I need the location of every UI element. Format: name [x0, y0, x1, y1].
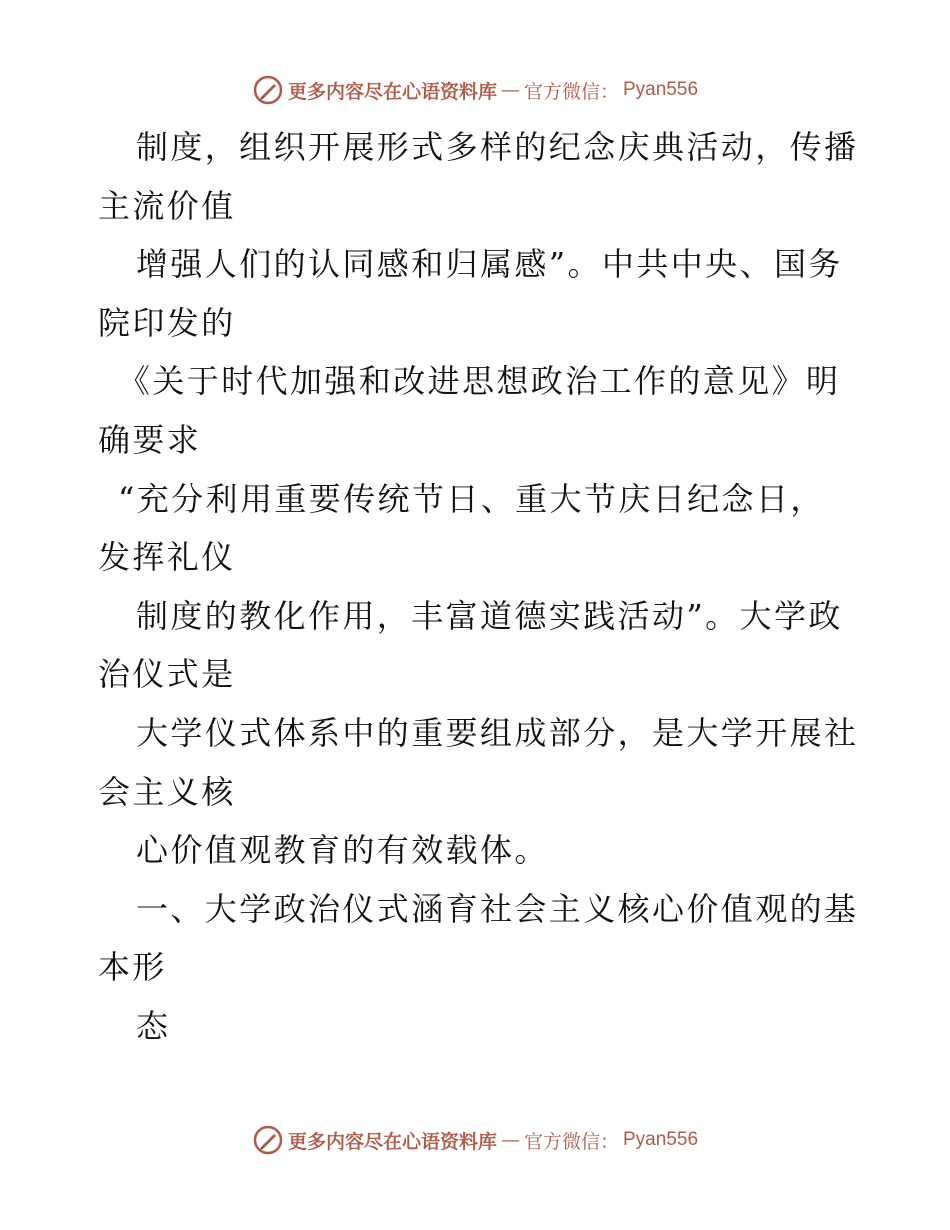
body-line: 发挥礼仪 [98, 538, 236, 577]
body-line: 增强人们的认同感和归属感”。中共中央、国务 [136, 245, 843, 284]
body-line: 主流价值 [98, 186, 236, 225]
body-line: 治仪式是 [98, 655, 236, 694]
body-line: 制度，组织开展形式多样的纪念庆典活动，传播 [136, 128, 859, 166]
page-footer [0, 1120, 950, 1160]
body-line: 制度的教化作用，丰富道德实践活动”。大学政 [136, 596, 843, 635]
header-contact-label: 官方微信： [523, 80, 619, 103]
header-banner [252, 74, 698, 106]
section-heading-line: 本形 [98, 948, 167, 987]
document-body [98, 118, 858, 1056]
footer-banner [252, 1124, 698, 1156]
header-dash: — [500, 79, 520, 101]
footer-contact-id: Pyan556 [623, 1129, 699, 1150]
pen-logo-icon [252, 74, 284, 106]
body-line: 确要求 [98, 420, 202, 459]
header-site-text: 更多内容尽在心语资料库 [287, 80, 497, 103]
section-heading-line: 一、大学政治仪式涵育社会主义核心价值观的基 [136, 889, 859, 928]
pen-logo-icon [252, 1124, 284, 1156]
body-line: 心价值观教育的有效载体。 [136, 831, 549, 870]
section-heading-line: 态 [136, 1006, 171, 1045]
body-line: 院印发的 [98, 303, 236, 342]
footer-dash: — [500, 1129, 520, 1151]
page-header [0, 70, 950, 110]
footer-site-text: 更多内容尽在心语资料库 [287, 1130, 497, 1153]
body-line: “充分利用重要传统节日、重大节庆日纪念日， [118, 479, 825, 518]
header-contact-id: Pyan556 [623, 79, 699, 100]
footer-contact-label: 官方微信： [523, 1130, 619, 1153]
body-line: 会主义核 [98, 772, 236, 811]
body-line: 《关于时代加强和改进思想政治工作的意见》明 [118, 362, 841, 401]
body-line: 大学仪式体系中的重要组成部分，是大学开展社 [136, 713, 859, 752]
